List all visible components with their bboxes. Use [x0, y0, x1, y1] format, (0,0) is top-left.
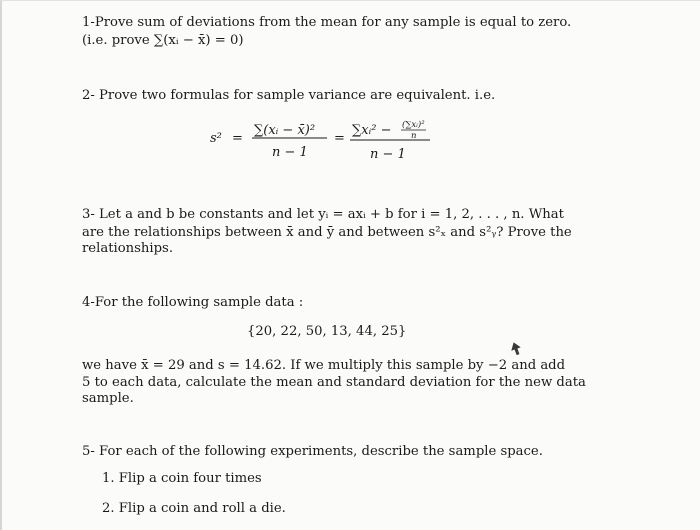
frac2-inner-numerator: (∑xᵢ)² — [402, 120, 425, 130]
q4-line2: we have x̄ = 29 and s = 14.62. If we multiply this sample by −2 and add — [82, 358, 566, 373]
q5-item-1: 1. Flip a coin four times — [102, 471, 262, 486]
frac2-inner-denominator: n — [411, 131, 417, 141]
q2-line1: 2- Prove two formulas for sample variance are equivalent. i.e. — [82, 88, 496, 103]
q1-line2: (i.e. prove ∑(xᵢ − x̄) = 0) — [82, 33, 244, 48]
formula-eq-2: = — [334, 131, 345, 146]
q5-item-2: 2. Flip a coin and roll a die. — [102, 501, 286, 516]
q4-line4: sample. — [82, 391, 134, 406]
formula-lhs: s² — [210, 131, 222, 146]
frac1-numerator: ∑(xᵢ − x̄)² — [254, 123, 316, 138]
q5-line1: 5- For each of the following experiments, describe the sample space. — [82, 444, 543, 459]
mouse-pointer-icon — [509, 341, 523, 357]
q1-line1: 1-Prove sum of deviations from the mean for any sample is equal to zero. — [82, 15, 572, 30]
q4-line3: 5 to each data, calculate the mean and standard deviation for the new data — [82, 375, 586, 390]
variance-formula — [202, 116, 462, 166]
frac1-denominator: n − 1 — [272, 145, 308, 160]
q3-line3: relationships. — [82, 241, 174, 256]
formula-eq-1: = — [232, 131, 243, 146]
q4-data-set: {20, 22, 50, 13, 44, 25} — [247, 324, 407, 339]
frac2-numerator-a: ∑xᵢ² − — [352, 123, 392, 138]
q4-line1: 4-For the following sample data : — [82, 295, 304, 310]
q3-line2: are the relationships between x̄ and ȳ and between s²ₓ and s²ᵧ? Prove the — [82, 225, 572, 240]
q3-line1: 3- Let a and b be constants and let yᵢ = axᵢ + b for i = 1, 2, . . . , n. What — [82, 207, 564, 222]
frac2-denominator: n − 1 — [370, 147, 406, 162]
